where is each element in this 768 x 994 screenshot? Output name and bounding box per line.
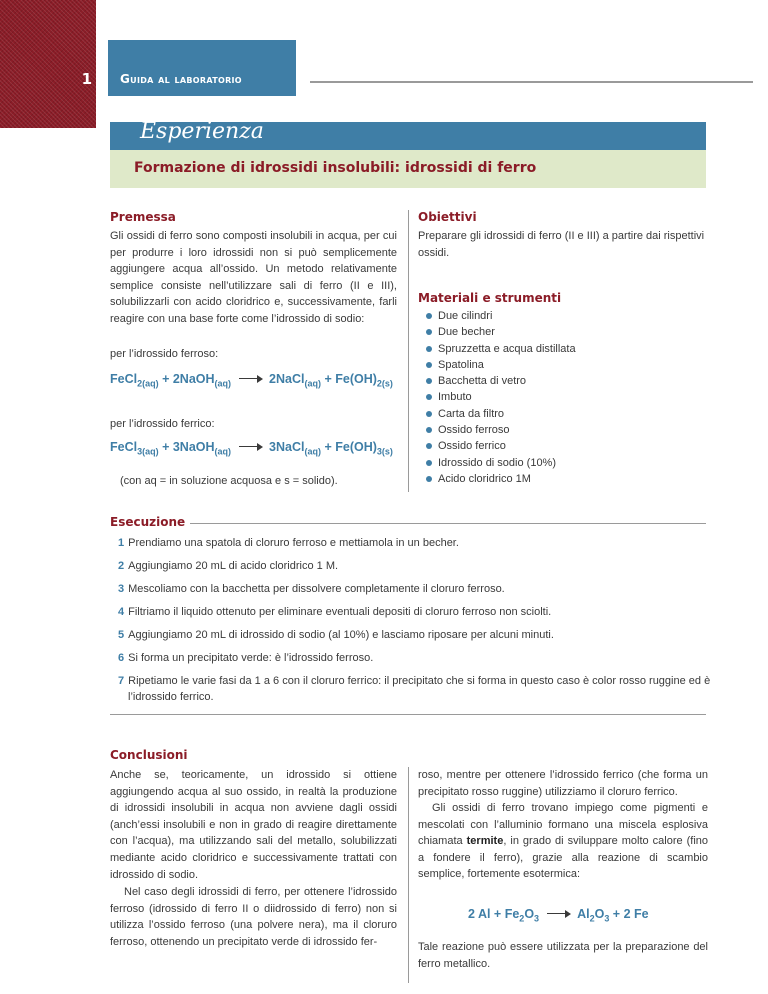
aq-note: (con aq = in soluzione acquosa e s = solido). xyxy=(120,475,338,487)
equation-ferrico: FeCl$_{3(aq)}$ + 3NaOH$_{(aq)}$ 3NaCl$_{(aq)}$ + $Fe(OH)_{3(s)}$ xyxy=(110,440,393,457)
list-item: Ossido ferroso xyxy=(426,422,576,438)
step-item: 5 Aggiungiamo 20 mL di idrossido di sodio (al 10%) e lasciamo riposare per alcuni minuti. xyxy=(118,629,554,641)
header-pattern-block xyxy=(0,0,96,128)
esperienza-label: Esperienza xyxy=(140,119,264,144)
header-box xyxy=(108,40,296,96)
reaction-arrow-icon xyxy=(547,913,569,915)
obiettivi-heading: Obiettivi xyxy=(418,210,477,224)
step-item: 1 Prendiamo una spatola di cloruro ferroso e mettiamola in un becher. xyxy=(118,537,459,549)
equation-ferroso: FeCl$_{2(aq)}$ + 2NaOH$_{(aq)}$ 2NaCl$_{(aq)}$ + $Fe(OH)_{2(s)}$ xyxy=(110,372,393,389)
esecuzione-bottom-rule xyxy=(110,714,706,715)
step-item: 4 Filtriamo il liquido ottenuto per eliminare eventuali depositi di cloruro ferroso non sciolti. xyxy=(118,606,552,618)
list-item: Bacchetta di vetro xyxy=(426,373,576,389)
page-number: 1 xyxy=(81,70,92,88)
column-divider xyxy=(408,210,409,492)
list-item: Carta da filtro xyxy=(426,406,576,422)
esecuzione-rule xyxy=(190,523,706,524)
list-item: Ossido ferrico xyxy=(426,438,576,454)
conclusioni-right-p2: Gli ossidi di ferro trovano impiego come pigmenti e mescolati con l’alluminio formano una miscela esplosiva chiamata termite, in grado di sviluppare molto calore (fino a fondere il ferro), grazie alla reazione di scambio semplice, fortemente esotermica: xyxy=(418,802,708,881)
conclusioni-right-p3: Tale reazione può essere utilizzata per la preparazione del ferro metallico. xyxy=(418,941,708,970)
conclusioni-left-p2: Nel caso degli idrossidi di ferro, per ottenere l’idrossido ferroso (idrossido di ferro II o diidrossido di ferro) non si utilizza l’ossido ferroso (una polvere nera), ma il cloruro ferroso, ottenendo un precipitato verde di idrossido fer- xyxy=(110,886,397,948)
conclusioni-right-p1: roso, mentre per ottenere l’idrossido ferrico (che forma un precipitato rosso ruggine) utilizziamo il cloruro ferrico. xyxy=(418,769,708,798)
step-item: 3 Mescoliamo con la bacchetta per dissolvere completamente il cloruro ferroso. xyxy=(118,583,505,595)
esecuzione-heading: Esecuzione xyxy=(110,515,186,529)
equation-termite: 2 $Al + Fe_2O_3$ $Al_2O_3 + 2$ Fe xyxy=(468,907,649,924)
materiali-heading: Materiali e strumenti xyxy=(418,291,562,305)
reaction-arrow-icon xyxy=(239,446,261,448)
ferroso-label: per l’idrossido ferroso: xyxy=(110,348,219,360)
list-item: Due becher xyxy=(426,324,576,340)
termite-term: termite xyxy=(466,835,504,848)
list-item: Due cilindri xyxy=(426,308,576,324)
step-item: 2 Aggiungiamo 20 mL di acido cloridrico 1 M. xyxy=(118,560,339,572)
obiettivi-text: Preparare gli idrossidi di ferro (II e III) a partire dai rispettivi ossidi. xyxy=(418,230,705,259)
reaction-arrow-icon xyxy=(239,378,261,380)
list-item: Spruzzetta e acqua distillata xyxy=(426,341,576,357)
header-rule xyxy=(310,81,753,83)
step-item: 7 Ripetiamo le varie fasi da 1 a 6 con il cloruro ferrico: il precipitato che si forma in questo caso è color rosso ruggine ed è l’idrossido ferrico. xyxy=(118,675,711,703)
conclusioni-heading: Conclusioni xyxy=(110,748,188,762)
materials-list xyxy=(426,308,576,487)
list-item: Spatolina xyxy=(426,357,576,373)
step-item: 6 Si forma un precipitato verde: è l’idrossido ferroso. xyxy=(118,652,374,664)
conclusioni-divider xyxy=(408,767,409,983)
ferrico-label: per l’idrossido ferrico: xyxy=(110,418,215,430)
list-item: Idrossido di sodio (10%) xyxy=(426,455,576,471)
section-title: Guida al laboratorio xyxy=(120,72,242,86)
premessa-heading: Premessa xyxy=(110,210,176,224)
experiment-title: Formazione di idrossidi insolubili: idrossidi di ferro xyxy=(134,160,537,176)
conclusioni-left-p1: Anche se, teoricamente, un idrossido si ottiene aggiungendo acqua al suo ossido, in realtà la produzione di idrossidi insolubili in acqua non avviene dagli ossidi (anch’essi insolubili e non in grado di reagire direttamente con l’acqua), ma utilizzando sali del metallo, solubilizzati mediante acido cloridrico e successivamente trattati con idrossido di sodio. xyxy=(110,769,397,881)
list-item: Acido cloridrico 1M xyxy=(426,471,576,487)
list-item: Imbuto xyxy=(426,389,576,405)
premessa-text: Gli ossidi di ferro sono composti insolubili in acqua, per cui per produrre i loro idrossidi non si può semplicemente aggiungere acqua all’ossido. Un metodo relativamente semplice consiste nell’utilizzare sali di ferro (II e III), solubilizzarli con acido cloridrico e, successivamente, farli reagire con una base forte come l’idrossido di sodio: xyxy=(110,230,397,325)
